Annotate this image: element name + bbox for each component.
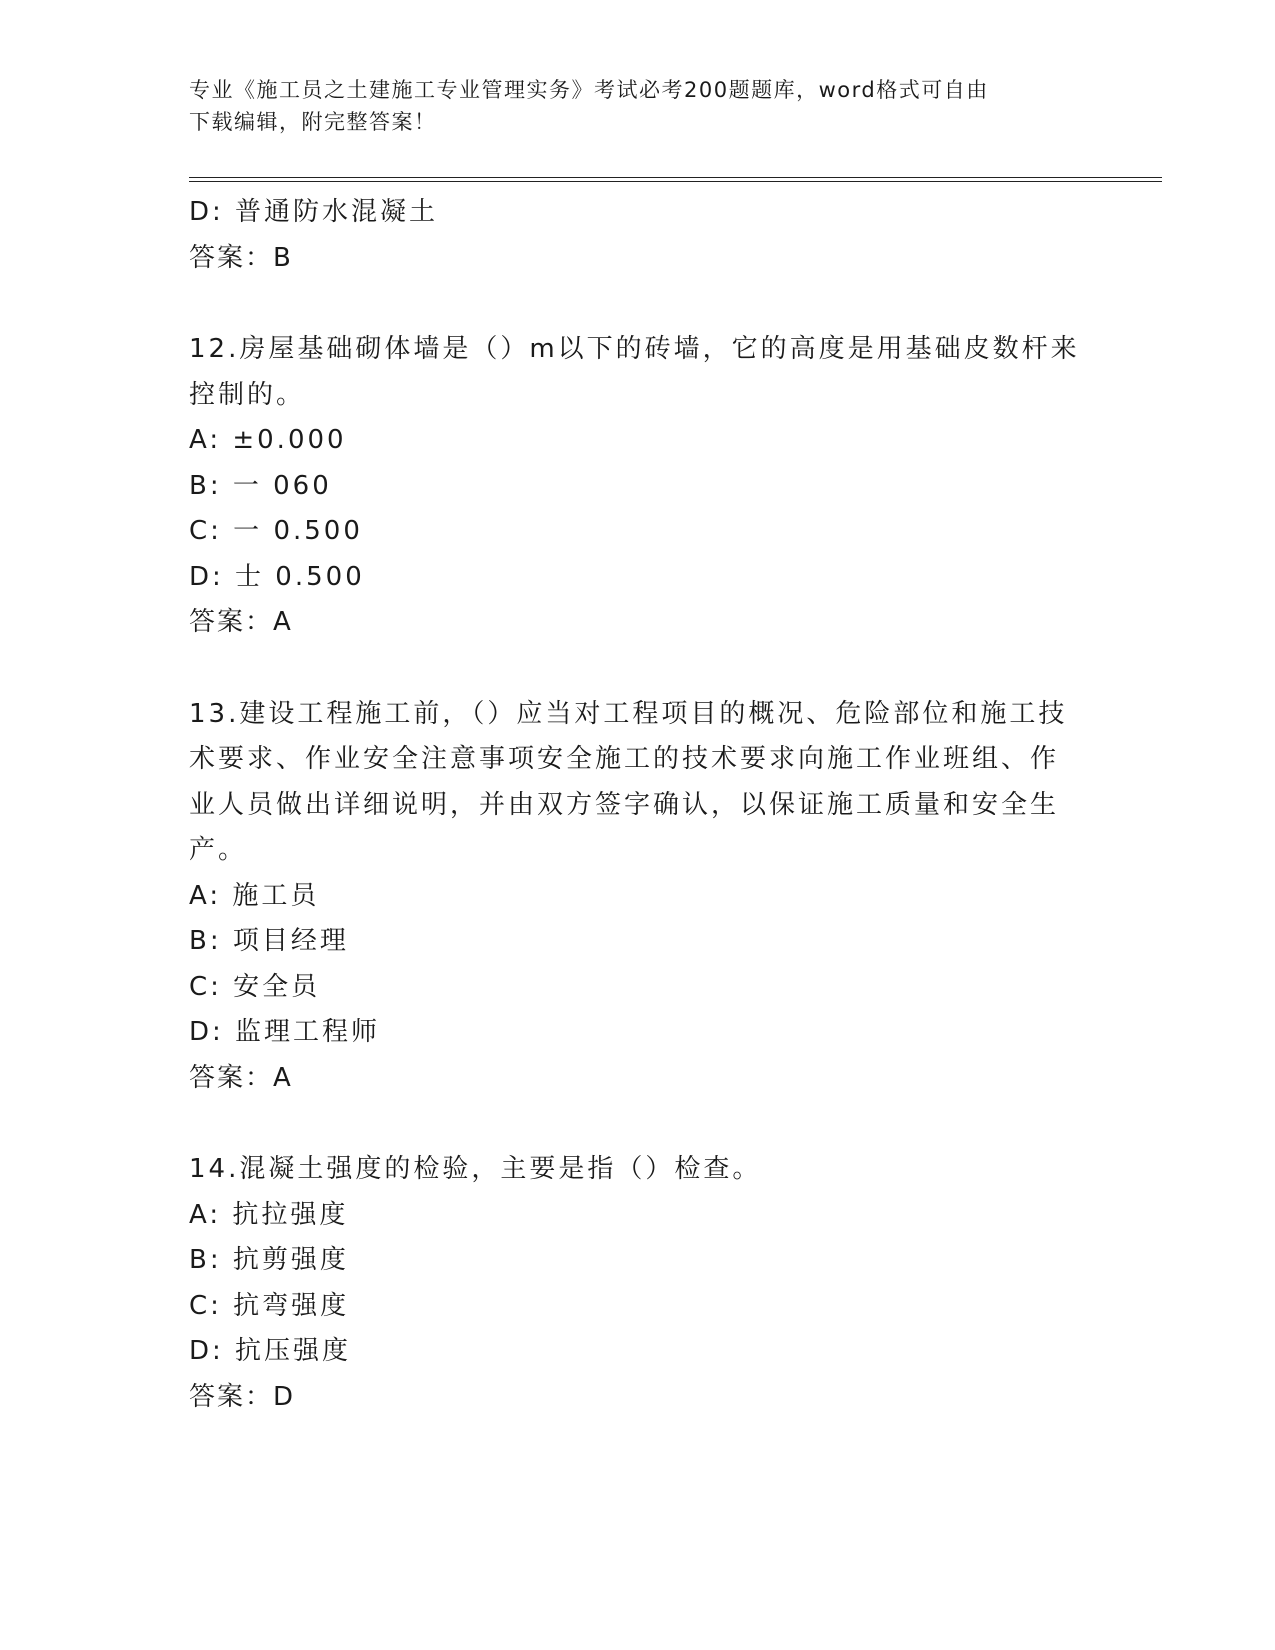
question-14-option-c: C: 抗弯强度	[189, 1290, 350, 1321]
question-14-option-b: B: 抗剪强度	[189, 1245, 349, 1275]
header-title-line-1: 专业《施工员之土建施工专业管理实务》考试必考200题题库，word格式可自由	[189, 78, 989, 102]
question-12-option-b: B: 一 060	[189, 470, 332, 501]
question-13-option-c: C: 安全员	[189, 971, 321, 1002]
spacer	[189, 281, 1089, 327]
question-14-text-line-1: 14.混凝土强度的检验，主要是指（）检查。	[189, 1154, 762, 1184]
question-13-text-line-1: 13.建设工程施工前，（）应当对工程项目的概况、危险部位和施工技	[189, 698, 1068, 729]
spacer	[189, 646, 1089, 692]
question-14-option-a: A: 抗拉强度	[189, 1199, 349, 1230]
question-13-answer: 答案：A	[189, 1062, 293, 1093]
question-13-option-a: A: 施工员	[189, 880, 320, 911]
question-13-text-line-4: 产。	[189, 835, 248, 865]
header-title-line-2: 下载编辑，附完整答案！	[189, 110, 437, 134]
question-13-option-d: D: 监理工程师	[189, 1017, 381, 1047]
question-list	[189, 190, 1089, 1420]
carry-over-answer: 答案：B	[189, 242, 293, 273]
question-12-text-line-1: 12.房屋基础砌体墙是（）m以下的砖墙，它的高度是用基础皮数杆来	[189, 334, 1080, 364]
question-12-option-d: D: 士 0.500	[189, 561, 365, 592]
header-divider	[189, 177, 1162, 182]
question-12-option-c: C: 一 0.500	[189, 516, 363, 546]
spacer	[189, 1101, 1089, 1147]
question-14	[189, 1147, 1089, 1420]
document-header	[189, 74, 1069, 138]
question-13-option-b: B: 项目经理	[189, 926, 349, 956]
question-12	[189, 327, 1089, 646]
question-12-text-line-2: 控制的。	[189, 379, 306, 410]
question-13-text-line-2: 术要求、作业安全注意事项安全施工的技术要求向施工作业班组、作	[189, 744, 1060, 774]
carry-over-option-d: D: 普通防水混凝土	[189, 197, 439, 227]
question-13	[189, 692, 1089, 1102]
question-12-answer: 答案：A	[189, 607, 293, 637]
question-12-option-a: A: ±0.000	[189, 425, 347, 455]
question-14-answer: 答案：D	[189, 1381, 296, 1412]
question-14-option-d: D: 抗压强度	[189, 1336, 352, 1366]
question-13-text-line-3: 业人员做出详细说明，并由双方签字确认，以保证施工质量和安全生	[189, 789, 1060, 820]
